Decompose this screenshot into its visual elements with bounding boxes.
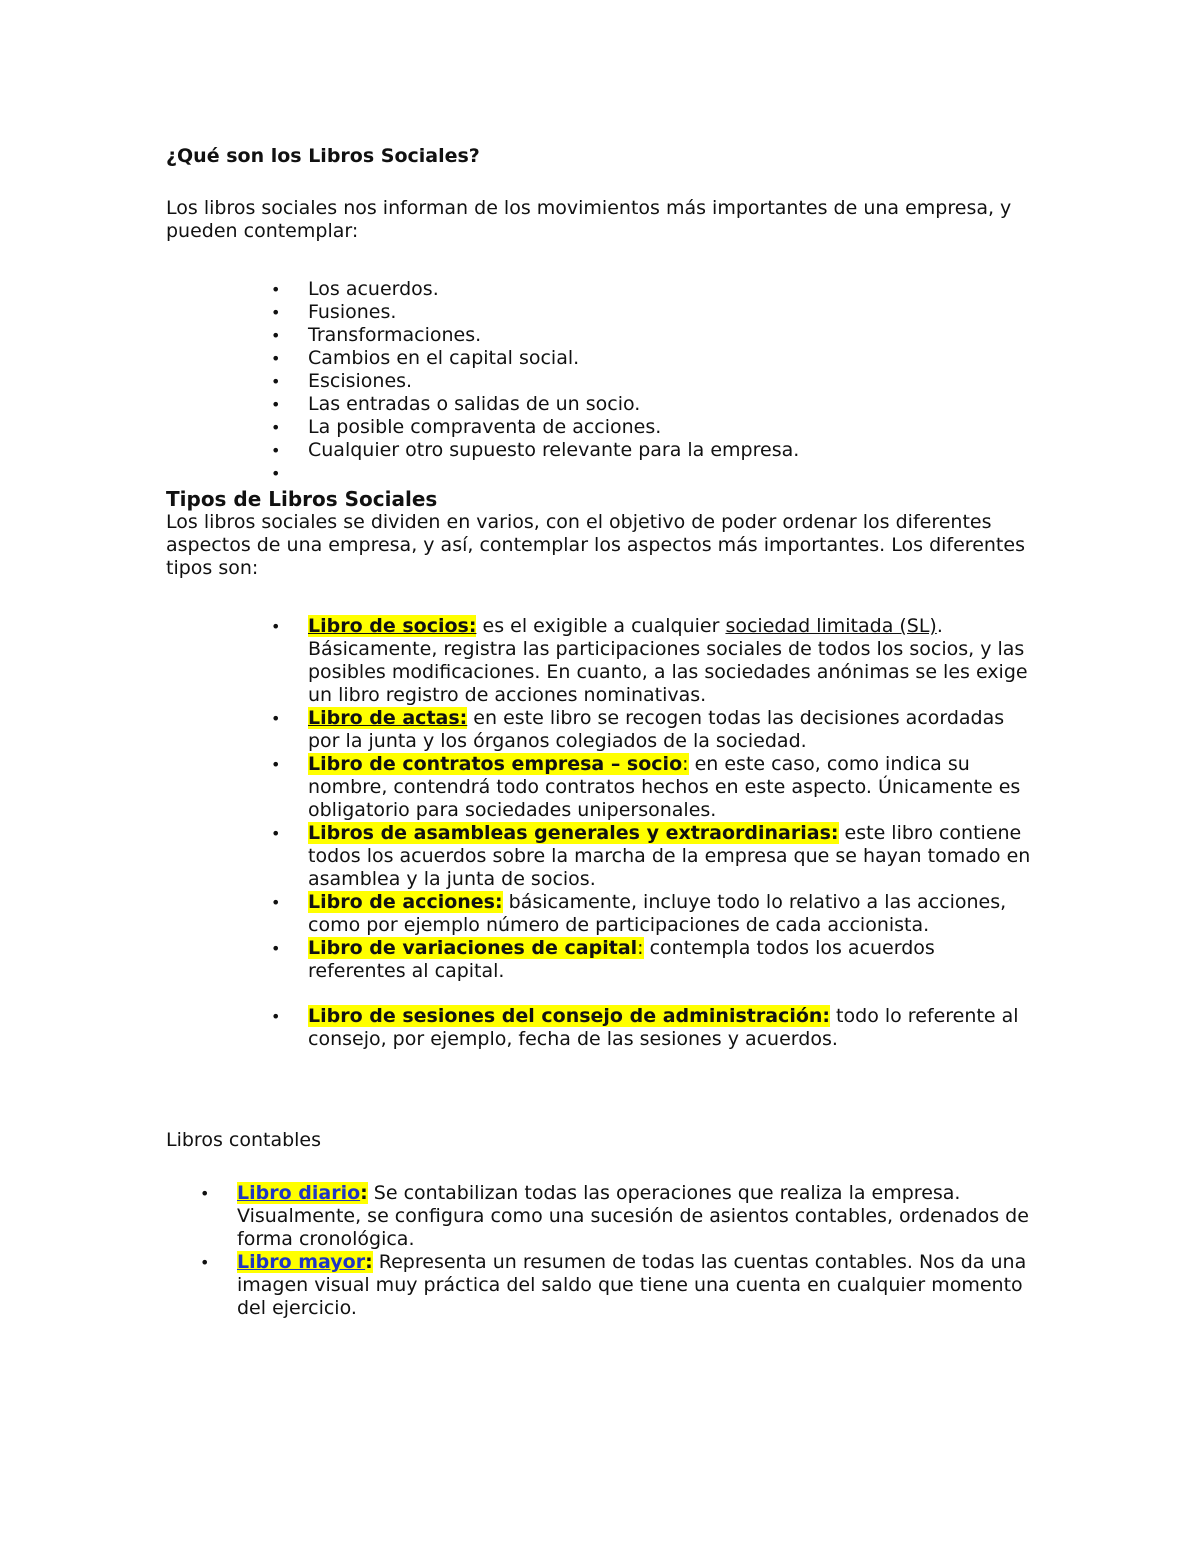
list-item: • Los acuerdos. xyxy=(271,278,439,300)
list-item-libro-contratos: • Libro de contratos empresa – socio: en este caso, como indica su nombre, contendrá todo contratos hechos en este aspecto. Únicamente es obligatorio para sociedades unipersonales. xyxy=(271,753,1021,821)
term-libro-diario[interactable]: Libro diario: xyxy=(237,1182,368,1204)
tipos-list xyxy=(271,615,1038,1051)
list-item: • Las entradas o salidas de un socio. xyxy=(271,393,641,415)
list-item-libro-acciones: • Libro de acciones: básicamente, incluye todo lo relativo a las acciones, como por ejemplo número de participaciones de cada accionista. xyxy=(271,891,1007,936)
section-intro-paragraph: Los libros sociales nos informan de los movimientos más importantes de una empresa, y pueden contemplar: xyxy=(166,197,1012,242)
list-item-libro-asambleas: • Libros de asambleas generales y extraordinarias: este libro contiene todos los acuerdos sobre la marcha de la empresa que se hayan tomado en asamblea y la junta de socios. xyxy=(271,822,1031,890)
contables-list xyxy=(200,1182,1037,1320)
sociedad-limitada-link[interactable]: sociedad limitada (SL) xyxy=(725,615,937,637)
bullet-icon: • xyxy=(271,326,281,345)
bullet-icon: • xyxy=(271,395,281,414)
bullet-icon: • xyxy=(271,893,281,912)
term-libro-variaciones: Libro de variaciones de capital xyxy=(308,937,638,959)
bullet-icon: • xyxy=(271,755,281,774)
list-item-empty xyxy=(271,462,1048,485)
term-libro-asambleas: Libros de asambleas generales y extraordinarias: xyxy=(308,822,839,844)
term-libro-contratos: Libro de contratos empresa – socio xyxy=(308,753,683,775)
term-libro-actas: Libro de actas: xyxy=(308,707,468,729)
list-item-libro-diario: • Libro diario: Se contabilizan todas las operaciones que realiza la empresa. Visualmente, se configura como una sucesión de asientos contables, ordenados de forma cronológica. xyxy=(200,1182,1029,1250)
list-item-libro-socios: • Libro de socios: es el exigible a cualquier sociedad limitada (SL). Básicamente, registra las participaciones sociales de todos los socios, y las posibles modificaciones. En cuanto, a las sociedades anónimas se les exige un libro registro de acciones nominativas. xyxy=(271,615,1028,706)
term-libro-sesiones: Libro de sesiones del consejo de administración: xyxy=(308,1005,831,1027)
list-item: • Transformaciones. xyxy=(271,324,482,346)
bullet-icon: • xyxy=(200,1184,210,1203)
list-item: • Escisiones. xyxy=(271,370,413,392)
list-item-libro-variaciones: • Libro de variaciones de capital: contempla todos los acuerdos referentes al capital. xyxy=(271,937,935,982)
section-title-libros-sociales: ¿Qué son los Libros Sociales? xyxy=(166,145,480,167)
list-item: • Cambios en el capital social. xyxy=(271,347,580,369)
bullet-icon: • xyxy=(271,709,281,728)
term-libro-acciones: Libro de acciones: xyxy=(308,891,503,913)
bullet-icon: • xyxy=(271,1007,281,1026)
bullet-icon: • xyxy=(271,617,281,636)
term-libro-mayor[interactable]: Libro mayor: xyxy=(237,1251,373,1273)
bullet-icon: • xyxy=(271,349,281,368)
list-item-libro-mayor: • Libro mayor: Representa un resumen de todas las cuentas contables. Nos da una imagen visual muy práctica del saldo que tiene una cuenta en cualquier momento del ejercicio. xyxy=(200,1251,1027,1319)
tipos-intro-paragraph: Los libros sociales se dividen en varios, con el objetivo de poder ordenar los diferentes aspectos de una empresa, y así, contemplar los aspectos más importantes. Los diferentes tipos son: xyxy=(166,511,1025,579)
bullet-icon: • xyxy=(271,280,281,299)
bullet-icon: • xyxy=(271,372,281,391)
term-libro-socios: Libro de socios: xyxy=(308,615,477,637)
bullet-icon: • xyxy=(271,418,281,437)
bullet-icon: • xyxy=(271,464,281,483)
list-item: • La posible compraventa de acciones. xyxy=(271,416,662,438)
section-title-tipos: Tipos de Libros Sociales xyxy=(166,487,438,511)
list-item-libro-sesiones: • Libro de sesiones del consejo de administración: todo lo referente al consejo, por ejemplo, fecha de las sesiones y acuerdos. xyxy=(271,1005,1019,1050)
bullet-icon: • xyxy=(271,303,281,322)
bullet-icon: • xyxy=(271,824,281,843)
contemplate-list xyxy=(271,278,1048,485)
bullet-icon: • xyxy=(200,1253,210,1272)
section-title-libros-contables: Libros contables xyxy=(166,1129,322,1151)
bullet-icon: • xyxy=(271,441,281,460)
list-item: • Fusiones. xyxy=(271,301,397,323)
bullet-icon: • xyxy=(271,939,281,958)
list-item: • Cualquier otro supuesto relevante para la empresa. xyxy=(271,439,800,461)
list-item-libro-actas: • Libro de actas: en este libro se recogen todas las decisiones acordadas por la junta y los órganos colegiados de la sociedad. xyxy=(271,707,1005,752)
